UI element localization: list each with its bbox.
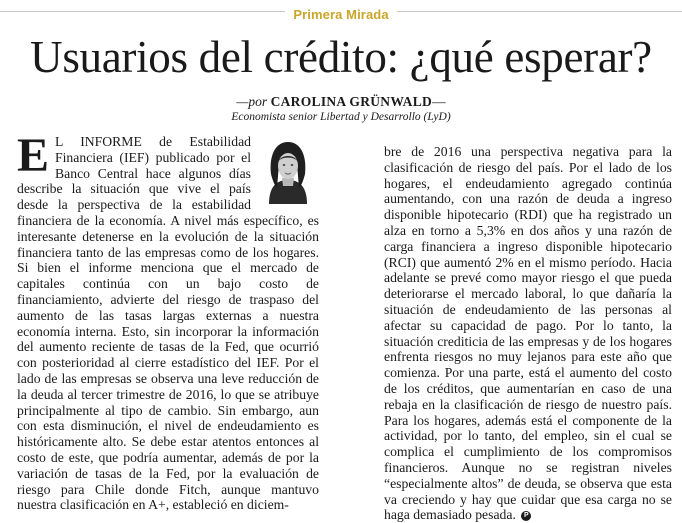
author-name: CAROLINA GRÜNWALD [270,94,433,109]
section-label [0,4,682,23]
author-photo [257,134,319,204]
article-column-2 [384,144,672,523]
headline: Usuarios del crédito: ¿qué esperar? [30,32,652,82]
author-portrait-icon [257,134,319,204]
byline-prefix: —por [236,94,271,109]
byline [0,94,682,110]
column-2-text: bre de 2016 una perspectiva negativa para la clasificación de riesgo del país. Por el lado de los hogares, el endeudamiento agregado continúa aumentando, con una razón de deuda a ingreso disponible hipotecario (RDI) que ha registrado un alza en torno a 5,3% en dos años y una razón de carga financiera a ingreso disponible hipotecario (RCI) que aumentó 2% en el mismo período. Hacia adelante se prevé como mayor riesgo el que pueda deteriorarse el mercado laboral, lo que dañaría la situación de endeudamiento de las personas al afectar su capacidad de pago. Por lo tanto, la situación crediticia de las empresas y de los hogares enfrenta riesgos no muy lejanos para este año que comienza. Por una parte, está el aumento del costo de los créditos, que aumentarían en caso de una rebaja en la clasificación de riesgo de nuestro país. Para los hogares, además está el componente de la actividad, por lo tanto, del empleo, sin el cual se complica el cumplimiento de los compromisos financieros. Aunque no se registran niveles “especialmente altos” de deuda, se observa que esta va creciendo y hay que cuidar que esa carga no se haga demasiado pesada. [384,144,672,523]
section-name: Primera Mirada [285,7,396,22]
article-column-1 [17,129,319,513]
column-1-text: L INFORME de Estabilidad Financiera (IEF) publicado por el Banco Central hace algunos días describe la situación que vive el país desde la perspectiva de la estabilidad financiera de la economía. A nivel más específico, es interesante detenerse en la evolución de la situación financiera tanto de las empresas como de los hogares. Si bien el informe menciona que el mercado de capitales continúa con un bajo costo de financiamiento, advierte del riesgo de traspaso del aumento de las tasas largas externas a nuestra economía interna. Esto, sin incorporar la información del aumento reciente de tasas de la Fed, que ocurrió con posterioridad al cierre estadístico del IEF. Por el lado de las empresas se observa una leve reducción de la deuda al tercer trimestre de 2016, lo que se atribuye principalmente al tipo de cambio. Sin embargo, aun con esta disminución, el nivel de endeudamiento es históricamente alto. Se debe estar atentos entonces al costo de este, que podría aumentar, además de por la variación de tasas de la Fed, por la evaluación de riesgo para Chile donde Fitch, aunque mantuvo nuestra clasificación en A+, estableció en diciem- [17,134,319,513]
byline-suffix: — [432,94,446,109]
author-role: Economista senior Libertad y Desarrollo (LyD) [231,111,451,123]
end-mark-icon: P [521,511,531,521]
drop-cap: E [17,129,50,182]
